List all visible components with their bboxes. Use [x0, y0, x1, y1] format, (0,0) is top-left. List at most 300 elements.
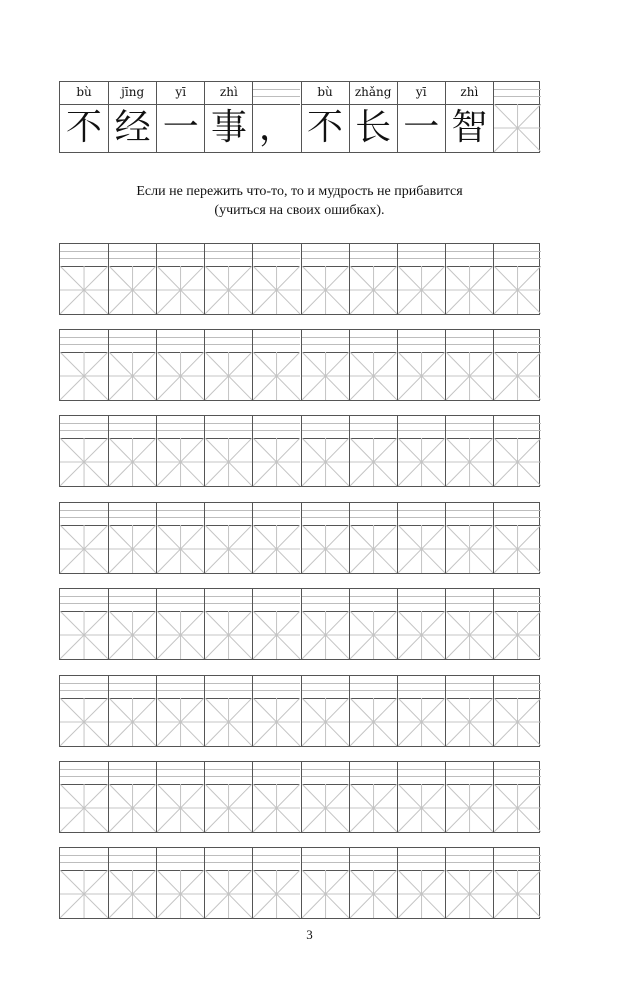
practice-cell[interactable] [204, 676, 252, 746]
pinyin-zone [446, 503, 493, 526]
practice-cell[interactable] [445, 244, 493, 314]
character-zone [494, 698, 541, 746]
pinyin-guide-line [398, 683, 445, 684]
practice-grid-row [59, 329, 540, 401]
pinyin-zone [157, 244, 204, 267]
pinyin-guide-line [60, 423, 108, 424]
character-zone [302, 352, 349, 400]
character-zone [157, 870, 204, 918]
pinyin-zone [253, 330, 300, 353]
tianzi-guide-lines [205, 352, 252, 400]
character-zone [494, 438, 541, 486]
pinyin-guide-line [253, 251, 300, 252]
pinyin-guide-line [302, 776, 349, 777]
practice-cell[interactable] [445, 416, 493, 486]
practice-cell[interactable] [397, 676, 445, 746]
pinyin-guide-line [302, 517, 349, 518]
character-zone [157, 104, 204, 152]
practice-cell[interactable] [204, 762, 252, 832]
practice-cell[interactable] [156, 676, 204, 746]
grid-cell [252, 82, 300, 152]
pinyin-guide-line [60, 690, 108, 691]
tianzi-guide-lines [60, 611, 108, 659]
pinyin-guide-line [446, 337, 493, 338]
pinyin-guide-line [157, 344, 204, 345]
pinyin-guide-line [350, 344, 397, 345]
pinyin-zone [494, 416, 541, 439]
pinyin-guide-line [494, 769, 541, 770]
tianzi-guide-lines [494, 352, 541, 400]
pinyin-zone [398, 589, 445, 612]
pinyin-guide-line [302, 258, 349, 259]
tianzi-guide-lines [494, 784, 541, 832]
practice-cell[interactable] [156, 503, 204, 573]
practice-cell[interactable] [349, 762, 397, 832]
pinyin-guide-line [350, 510, 397, 511]
pinyin-guide-line [398, 337, 445, 338]
pinyin-guide-line [302, 596, 349, 597]
pinyin-zone [398, 244, 445, 267]
character-zone [302, 784, 349, 832]
practice-cell[interactable] [445, 762, 493, 832]
tianzi-guide-lines [205, 266, 252, 314]
tianzi-guide-lines [302, 438, 349, 486]
practice-cell[interactable] [252, 330, 300, 400]
pinyin-guide-line [398, 251, 445, 252]
pinyin-guide-line [446, 596, 493, 597]
pinyin-zone [398, 762, 445, 785]
character-zone [253, 438, 300, 486]
pinyin-zone [253, 762, 300, 785]
pinyin-syllable: jīng [121, 85, 145, 99]
tianzi-guide-lines [253, 438, 300, 486]
pinyin-guide-line [398, 776, 445, 777]
practice-grid-row [59, 415, 540, 487]
character-zone [60, 104, 108, 152]
tianzi-guide-lines [253, 352, 300, 400]
hanzi-character: 智 [451, 107, 488, 148]
pinyin-guide-line [253, 603, 300, 604]
character-zone [253, 525, 300, 573]
practice-cell[interactable] [301, 416, 349, 486]
tianzi-guide-lines [446, 870, 493, 918]
practice-cell[interactable] [397, 503, 445, 573]
practice-cell[interactable] [204, 244, 252, 314]
practice-cell[interactable] [493, 848, 541, 918]
pinyin-guide-line [350, 423, 397, 424]
character-zone [60, 784, 108, 832]
pinyin-guide-line [253, 769, 300, 770]
practice-cell[interactable] [493, 589, 541, 659]
page-number: 3 [306, 927, 313, 942]
pinyin-guide-line [253, 423, 300, 424]
practice-cell[interactable] [445, 676, 493, 746]
practice-cell[interactable] [108, 503, 156, 573]
practice-cell[interactable] [252, 244, 300, 314]
pinyin-zone [253, 503, 300, 526]
character-zone [205, 698, 252, 746]
character-zone [350, 870, 397, 918]
character-zone [60, 266, 108, 314]
pinyin-syllable: zhì [460, 85, 479, 99]
practice-cell[interactable] [156, 848, 204, 918]
tianzi-guide-lines [253, 611, 300, 659]
practice-cell[interactable] [108, 762, 156, 832]
pinyin-guide-line [253, 855, 300, 856]
character-zone [302, 870, 349, 918]
pinyin-guide-line [253, 510, 300, 511]
pinyin-zone [157, 503, 204, 526]
practice-cell[interactable] [445, 848, 493, 918]
pinyin-guide-line [446, 344, 493, 345]
practice-cell[interactable] [60, 330, 108, 400]
pinyin-guide-line [60, 862, 108, 863]
character-zone [350, 352, 397, 400]
pinyin-guide-line [398, 596, 445, 597]
pinyin-guide-line [157, 690, 204, 691]
pinyin-guide-line [494, 596, 541, 597]
tianzi-guide-lines [253, 870, 300, 918]
character-zone [398, 438, 445, 486]
practice-cell[interactable] [60, 416, 108, 486]
character-zone [350, 525, 397, 573]
pinyin-zone [60, 848, 108, 871]
tianzi-guide-lines [60, 870, 108, 918]
pinyin-guide-line [446, 862, 493, 863]
pinyin-zone [205, 244, 252, 267]
character-zone [205, 438, 252, 486]
practice-cell[interactable] [108, 676, 156, 746]
practice-cell[interactable] [301, 589, 349, 659]
practice-cell[interactable] [108, 589, 156, 659]
practice-cell[interactable] [60, 676, 108, 746]
character-zone [446, 784, 493, 832]
practice-cell[interactable] [60, 589, 108, 659]
pinyin-syllable: zhǎng [354, 85, 392, 99]
character-zone [302, 104, 349, 152]
practice-cell[interactable] [397, 416, 445, 486]
pinyin-guide-line [253, 776, 300, 777]
pinyin-guide-line [205, 769, 252, 770]
pinyin-guide-line [109, 337, 156, 338]
pinyin-syllable: bù [76, 85, 92, 99]
practice-cell[interactable] [397, 848, 445, 918]
character-zone [60, 352, 108, 400]
pinyin-guide-line [302, 430, 349, 431]
pinyin-guide-line [157, 510, 204, 511]
practice-cell[interactable] [493, 244, 541, 314]
practice-cell[interactable] [60, 762, 108, 832]
character-zone [205, 525, 252, 573]
practice-cell[interactable] [108, 416, 156, 486]
pinyin-guide-line [302, 251, 349, 252]
practice-cell[interactable] [349, 676, 397, 746]
pinyin-guide-line [205, 337, 252, 338]
practice-cell[interactable] [204, 416, 252, 486]
practice-cell[interactable] [156, 416, 204, 486]
tianzi-guide-lines [494, 870, 541, 918]
pinyin-guide-line [350, 596, 397, 597]
pinyin-guide-line [157, 430, 204, 431]
practice-cell[interactable] [349, 244, 397, 314]
practice-cell[interactable] [349, 503, 397, 573]
character-zone [60, 525, 108, 573]
pinyin-guide-line [205, 251, 252, 252]
tianzi-guide-lines [350, 352, 397, 400]
pinyin-zone [494, 848, 541, 871]
pinyin-guide-line [302, 690, 349, 691]
practice-cell[interactable] [445, 589, 493, 659]
pinyin-zone [157, 762, 204, 785]
practice-cell[interactable] [493, 503, 541, 573]
pinyin-guide-line [60, 683, 108, 684]
practice-grid-row [59, 243, 540, 315]
pinyin-zone [205, 82, 252, 105]
pinyin-guide-line [60, 510, 108, 511]
character-zone [398, 698, 445, 746]
character-zone [109, 870, 156, 918]
pinyin-guide-line [446, 683, 493, 684]
character-zone [157, 438, 204, 486]
character-zone [253, 352, 300, 400]
practice-cell[interactable] [156, 330, 204, 400]
character-zone [398, 611, 445, 659]
pinyin-guide-line [446, 690, 493, 691]
pinyin-guide-line [494, 258, 541, 259]
pinyin-guide-line [446, 258, 493, 259]
tianzi-guide-lines [109, 352, 156, 400]
pinyin-guide-line [60, 596, 108, 597]
pinyin-guide-line [302, 683, 349, 684]
character-zone [446, 870, 493, 918]
pinyin-guide-line [398, 517, 445, 518]
practice-cell[interactable] [156, 244, 204, 314]
pinyin-guide-line [494, 862, 541, 863]
practice-cell[interactable] [301, 676, 349, 746]
practice-cell[interactable] [301, 244, 349, 314]
tianzi-guide-lines [253, 266, 300, 314]
practice-cell[interactable] [204, 330, 252, 400]
tianzi-guide-lines [398, 266, 445, 314]
character-zone [205, 870, 252, 918]
practice-cell[interactable] [204, 589, 252, 659]
pinyin-guide-line [446, 423, 493, 424]
tianzi-guide-lines [60, 525, 108, 573]
practice-cell[interactable] [108, 244, 156, 314]
pinyin-guide-line [60, 251, 108, 252]
practice-cell[interactable] [397, 244, 445, 314]
pinyin-guide-line [109, 517, 156, 518]
pinyin-guide-line [109, 423, 156, 424]
tianzi-guide-lines [205, 525, 252, 573]
tianzi-guide-lines [446, 266, 493, 314]
pinyin-guide-line [205, 517, 252, 518]
pinyin-zone [253, 82, 300, 105]
character-zone [253, 611, 300, 659]
pinyin-guide-line [350, 258, 397, 259]
practice-cell[interactable] [204, 503, 252, 573]
practice-cell[interactable] [252, 676, 300, 746]
character-zone [109, 104, 156, 152]
pinyin-guide-line [494, 510, 541, 511]
pinyin-guide-line [494, 690, 541, 691]
hanzi-character: 一 [403, 107, 440, 148]
pinyin-zone [446, 676, 493, 699]
practice-grid-row [59, 588, 540, 660]
pinyin-zone [302, 82, 349, 105]
pinyin-guide-line [109, 769, 156, 770]
practice-cell[interactable] [108, 848, 156, 918]
pinyin-guide-line [109, 596, 156, 597]
pinyin-guide-line [253, 96, 300, 97]
tianzi-guide-lines [398, 698, 445, 746]
practice-cell[interactable] [445, 330, 493, 400]
tianzi-guide-lines [60, 352, 108, 400]
character-zone [60, 438, 108, 486]
practice-cell[interactable] [397, 762, 445, 832]
pinyin-guide-line [302, 423, 349, 424]
pinyin-syllable: bù [317, 85, 333, 99]
tianzi-guide-lines [253, 525, 300, 573]
pinyin-zone [350, 244, 397, 267]
practice-cell[interactable] [493, 676, 541, 746]
character-zone [446, 611, 493, 659]
practice-cell[interactable] [252, 848, 300, 918]
pinyin-zone [494, 589, 541, 612]
pinyin-guide-line [398, 258, 445, 259]
practice-cell[interactable] [301, 330, 349, 400]
pinyin-guide-line [109, 430, 156, 431]
practice-cell[interactable] [252, 416, 300, 486]
practice-cell[interactable] [493, 330, 541, 400]
grid-cell [445, 82, 493, 152]
pinyin-zone [109, 503, 156, 526]
pinyin-guide-line [302, 862, 349, 863]
pinyin-zone [302, 762, 349, 785]
pinyin-guide-line [350, 862, 397, 863]
pinyin-guide-line [350, 337, 397, 338]
character-zone [253, 698, 300, 746]
tianzi-guide-lines [350, 698, 397, 746]
pinyin-zone [446, 330, 493, 353]
pinyin-zone [350, 848, 397, 871]
character-zone [350, 784, 397, 832]
pinyin-guide-line [350, 603, 397, 604]
pinyin-guide-line [60, 776, 108, 777]
pinyin-guide-line [446, 251, 493, 252]
practice-cell[interactable] [397, 589, 445, 659]
practice-cell[interactable] [397, 330, 445, 400]
practice-cell[interactable] [445, 503, 493, 573]
tianzi-guide-lines [494, 104, 541, 152]
pinyin-guide-line [446, 769, 493, 770]
practice-cell[interactable] [301, 848, 349, 918]
pinyin-syllable: zhì [219, 85, 238, 99]
character-zone [446, 352, 493, 400]
pinyin-zone [205, 503, 252, 526]
pinyin-zone [60, 589, 108, 612]
pinyin-guide-line [109, 690, 156, 691]
grid-cell [204, 82, 252, 152]
pinyin-guide-line [60, 430, 108, 431]
pinyin-zone [157, 416, 204, 439]
tianzi-guide-lines [350, 870, 397, 918]
pinyin-zone [350, 676, 397, 699]
hanzi-character: ， [258, 107, 295, 148]
pinyin-zone [350, 416, 397, 439]
pinyin-zone [253, 589, 300, 612]
practice-cell[interactable] [493, 416, 541, 486]
character-zone [157, 266, 204, 314]
practice-cell[interactable] [108, 330, 156, 400]
pinyin-zone [446, 848, 493, 871]
pinyin-guide-line [157, 769, 204, 770]
practice-cell[interactable] [252, 589, 300, 659]
pinyin-zone [157, 330, 204, 353]
practice-cell[interactable] [204, 848, 252, 918]
character-zone [350, 611, 397, 659]
practice-cell[interactable] [301, 503, 349, 573]
tianzi-guide-lines [205, 870, 252, 918]
pinyin-zone [350, 503, 397, 526]
pinyin-guide-line [494, 251, 541, 252]
tianzi-guide-lines [398, 352, 445, 400]
translation-line-2: (учиться на своих ошибках). [214, 203, 385, 218]
character-zone [302, 438, 349, 486]
pinyin-guide-line [494, 96, 541, 97]
pinyin-guide-line [205, 862, 252, 863]
practice-cell[interactable] [349, 589, 397, 659]
pinyin-zone [398, 503, 445, 526]
character-zone [109, 352, 156, 400]
practice-cell[interactable] [301, 762, 349, 832]
pinyin-guide-line [157, 517, 204, 518]
pinyin-guide-line [157, 258, 204, 259]
practice-cell[interactable] [493, 762, 541, 832]
practice-cell[interactable] [60, 244, 108, 314]
pinyin-guide-line [60, 337, 108, 338]
pinyin-guide-line [398, 510, 445, 511]
practice-cell[interactable] [252, 762, 300, 832]
pinyin-guide-line [109, 603, 156, 604]
pinyin-guide-line [205, 430, 252, 431]
practice-cell[interactable] [349, 848, 397, 918]
pinyin-zone [60, 416, 108, 439]
pinyin-zone [302, 503, 349, 526]
practice-cell[interactable] [156, 589, 204, 659]
pinyin-guide-line [157, 251, 204, 252]
pinyin-guide-line [205, 510, 252, 511]
proverb-grid-row [59, 81, 540, 153]
tianzi-guide-lines [494, 525, 541, 573]
practice-cell[interactable] [349, 330, 397, 400]
practice-cell[interactable] [252, 503, 300, 573]
practice-cell[interactable] [156, 762, 204, 832]
character-zone [109, 698, 156, 746]
character-zone [157, 352, 204, 400]
practice-cell[interactable] [60, 503, 108, 573]
pinyin-guide-line [205, 596, 252, 597]
character-zone [109, 611, 156, 659]
tianzi-guide-lines [446, 698, 493, 746]
practice-cell[interactable] [349, 416, 397, 486]
tianzi-guide-lines [253, 698, 300, 746]
pinyin-guide-line [205, 855, 252, 856]
practice-cell[interactable] [60, 848, 108, 918]
tianzi-guide-lines [398, 438, 445, 486]
pinyin-guide-line [302, 603, 349, 604]
pinyin-zone [253, 416, 300, 439]
